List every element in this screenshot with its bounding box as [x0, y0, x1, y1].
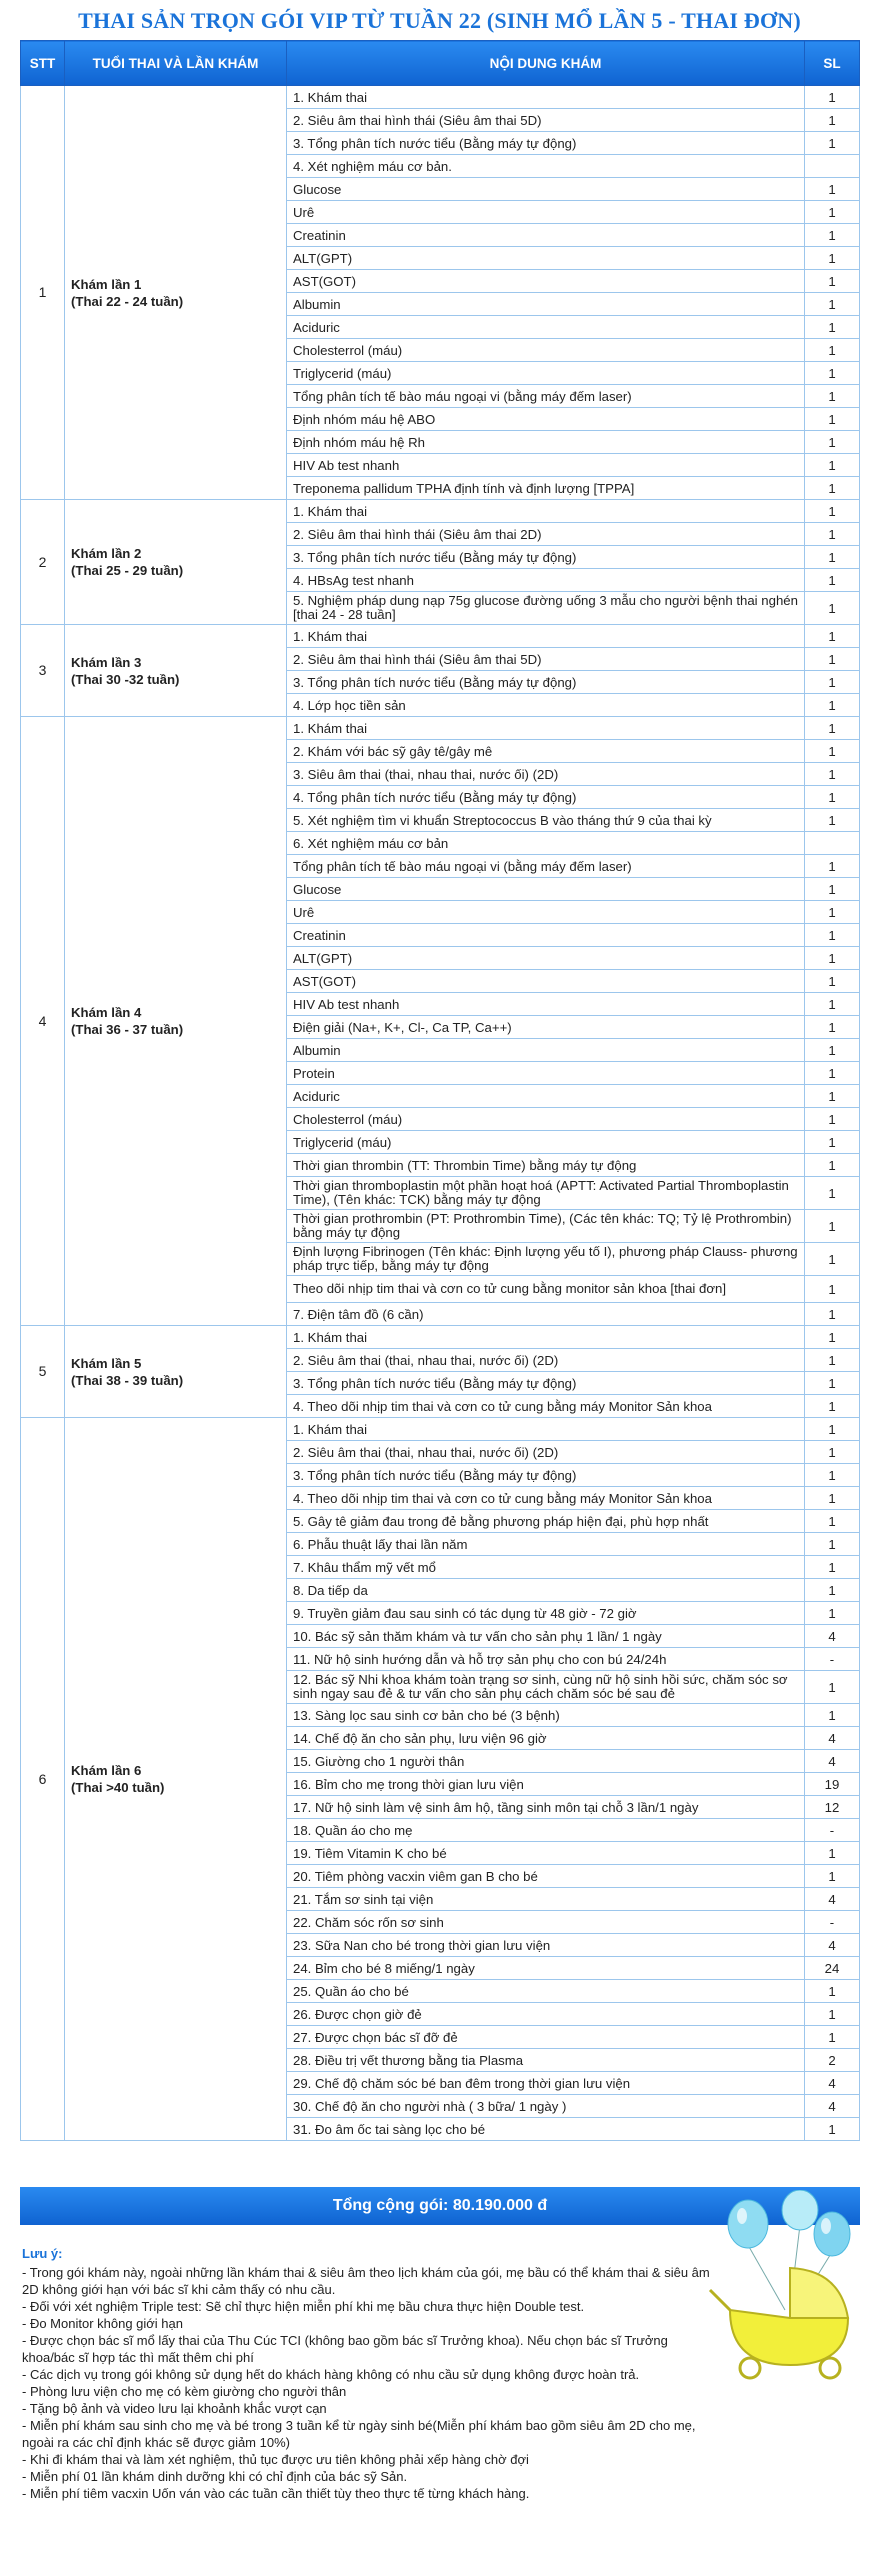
exam-quantity: 1 — [805, 1980, 860, 2003]
exam-item: 22. Chăm sóc rốn sơ sinh — [287, 1911, 805, 1934]
exam-item: 6. Phẫu thuật lấy thai lần năm — [287, 1533, 805, 1556]
table-row — [21, 625, 860, 648]
exam-item: ALT(GPT) — [287, 947, 805, 970]
exam-quantity: 1 — [805, 786, 860, 809]
exam-item: 14. Chế độ ăn cho sản phụ, lưu viện 96 giờ — [287, 1727, 805, 1750]
exam-quantity: 1 — [805, 1085, 860, 1108]
balloons-and-stroller-illustration — [690, 2190, 870, 2380]
exam-item: Thời gian thromboplastin một phần hoạt hoá (APTT: Activated Partial Thromboplastin Time), (Tên khác: TCK) bằng máy tự động — [287, 1177, 805, 1210]
exam-item: 20. Tiêm phòng vacxin viêm gan B cho bé — [287, 1865, 805, 1888]
exam-item: 17. Nữ hộ sinh làm vệ sinh âm hộ, tầng sinh môn tại chỗ 3 lần/1 ngày — [287, 1796, 805, 1819]
exam-quantity: 4 — [805, 1727, 860, 1750]
exam-item: 1. Khám thai — [287, 625, 805, 648]
exam-quantity: 1 — [805, 270, 860, 293]
exam-quantity: 1 — [805, 178, 860, 201]
exam-item: 3. Siêu âm thai (thai, nhau thai, nước ối) (2D) — [287, 763, 805, 786]
note-item: - Miễn phí khám sau sinh cho mẹ và bé trong 3 tuần kể từ ngày sinh bé(Miễn phí khám bao gồm siêu âm 2D cho mẹ, ngoài ra các chỉ định khác sẽ được giảm 10%) — [22, 2418, 696, 2450]
exam-quantity: 1 — [805, 1039, 860, 1062]
exam-quantity: 1 — [805, 625, 860, 648]
exam-quantity: 1 — [805, 1108, 860, 1131]
exam-item: Định lượng Fibrinogen (Tên khác: Định lượng yếu tố I), phương pháp Clauss- phương pháp trực tiếp, bằng máy tự động — [287, 1243, 805, 1276]
package-table — [20, 40, 860, 2141]
note-item: - Được chọn bác sĩ mổ lấy thai của Thu Cúc TCI (không bao gồm bác sĩ Trưởng khoa). Nếu chọn bác sĩ Trưởng khoa/bác sĩ hợp tác thì mất thêm chi phí — [22, 2333, 668, 2365]
table-row — [21, 1418, 860, 1441]
exam-quantity: 1 — [805, 2026, 860, 2049]
exam-quantity: 1 — [805, 1441, 860, 1464]
note-item: - Trong gói khám này, ngoài những lần khám thai & siêu âm theo lịch khám của gói, mẹ bầu có thể khám thai & siêu âm 2D không giới hạn với bác sĩ khi cảm thấy có nhu cầu. — [22, 2265, 710, 2297]
exam-quantity: 1 — [805, 477, 860, 500]
table-row — [21, 1326, 860, 1349]
exam-item: 5. Gây tê giảm đau trong đẻ bằng phương pháp hiện đại, phù hợp nhất — [287, 1510, 805, 1533]
header-sl: SL — [805, 41, 860, 86]
exam-item: 30. Chế độ ăn cho người nhà ( 3 bữa/ 1 ngày ) — [287, 2095, 805, 2118]
exam-item: Protein — [287, 1062, 805, 1085]
exam-item: 28. Điều trị vết thương bằng tia Plasma — [287, 2049, 805, 2072]
table-body — [21, 86, 860, 2141]
exam-item: 4. Tổng phân tích nước tiểu (Bằng máy tự động) — [287, 786, 805, 809]
exam-quantity: 4 — [805, 1625, 860, 1648]
exam-item: Albumin — [287, 293, 805, 316]
page-title: THAI SẢN TRỌN GÓI VIP TỪ TUẦN 22 (SINH MỔ LẦN 5 - THAI ĐƠN) — [78, 8, 801, 33]
visit-stt: 6 — [21, 1418, 65, 2141]
visit-range: (Thai 38 - 39 tuần) — [71, 1372, 184, 1388]
exam-quantity: 1 — [805, 2003, 860, 2026]
note-item: - Các dịch vụ trong gói không sử dụng hết do khách hàng không có nhu cầu sử dụng không được hoàn trả. — [22, 2367, 640, 2382]
visit-name: Khám lần 1 — [71, 276, 142, 292]
exam-quantity: 1 — [805, 408, 860, 431]
exam-item: Albumin — [287, 1039, 805, 1062]
exam-item: AST(GOT) — [287, 970, 805, 993]
visit-stt: 5 — [21, 1326, 65, 1418]
exam-quantity: 1 — [805, 454, 860, 477]
exam-item: HIV Ab test nhanh — [287, 993, 805, 1016]
exam-quantity: 1 — [805, 1349, 860, 1372]
exam-item: 21. Tắm sơ sinh tại viện — [287, 1888, 805, 1911]
exam-item: 16. Bỉm cho mẹ trong thời gian lưu viện — [287, 1773, 805, 1796]
exam-quantity: 1 — [805, 1556, 860, 1579]
exam-item: 1. Khám thai — [287, 1326, 805, 1349]
exam-item: 2. Siêu âm thai (thai, nhau thai, nước ối) (2D) — [287, 1441, 805, 1464]
exam-item: 26. Được chọn giờ đẻ — [287, 2003, 805, 2026]
exam-quantity: 1 — [805, 1464, 860, 1487]
exam-quantity: 1 — [805, 316, 860, 339]
exam-item: Urê — [287, 201, 805, 224]
visit-range: (Thai 36 - 37 tuần) — [71, 1022, 184, 1037]
exam-quantity: 1 — [805, 1602, 860, 1625]
exam-item: Treponema pallidum TPHA định tính và định lượng [TPPA] — [287, 477, 805, 500]
exam-quantity: 1 — [805, 1154, 860, 1177]
exam-item: Urê — [287, 901, 805, 924]
exam-item: 9. Truyền giảm đau sau sinh có tác dụng từ 48 giờ - 72 giờ — [287, 1602, 805, 1625]
visit-range: (Thai 30 -32 tuần) — [71, 671, 180, 687]
exam-quantity: 1 — [805, 878, 860, 901]
total-price: Tổng cộng gói: 80.190.000 đ — [20, 2187, 860, 2225]
exam-item: 12. Bác sỹ Nhi khoa khám toàn trạng sơ sinh, cùng nữ hộ sinh hồi sức, chăm sóc sơ sinh ngay sau đẻ & tư vấn cho sản phụ cách chăm sóc bé sau đẻ — [287, 1671, 805, 1704]
exam-item: Theo dõi nhịp tim thai và cơn co tử cung bằng monitor sản khoa [thai đơn] — [287, 1276, 805, 1303]
exam-quantity: 1 — [805, 671, 860, 694]
exam-item: 10. Bác sỹ sản thăm khám và tư vấn cho sản phụ 1 lần/ 1 ngày — [287, 1625, 805, 1648]
note-item: - Tặng bộ ảnh và video lưu lại khoảnh khắc vượt cạn — [22, 2401, 327, 2416]
exam-quantity: - — [805, 1911, 860, 1934]
exam-quantity: 1 — [805, 970, 860, 993]
visit-name: Khám lần 3 — [71, 654, 142, 670]
visit-label — [65, 1326, 287, 1418]
header-visit: TUỔI THAI VÀ LẦN KHÁM — [65, 41, 287, 86]
exam-item: 29. Chế độ chăm sóc bé ban đêm trong thời gian lưu viện — [287, 2072, 805, 2095]
exam-item: Điện giải (Na+, K+, Cl-, Ca TP, Ca++) — [287, 1016, 805, 1039]
exam-quantity: 1 — [805, 201, 860, 224]
visit-stt: 4 — [21, 717, 65, 1326]
exam-item: Tổng phân tích tế bào máu ngoại vi (bằng máy đếm laser) — [287, 385, 805, 408]
exam-item: 1. Khám thai — [287, 86, 805, 109]
exam-item: Triglycerid (máu) — [287, 362, 805, 385]
note-item: - Miễn phí 01 lần khám dinh dưỡng khi có chỉ định của bác sỹ Sản. — [22, 2469, 408, 2484]
exam-quantity: 1 — [805, 362, 860, 385]
exam-quantity: 1 — [805, 1418, 860, 1441]
exam-quantity: 4 — [805, 1888, 860, 1911]
exam-item: 18. Quần áo cho mẹ — [287, 1819, 805, 1842]
exam-item: 13. Sàng lọc sau sinh cơ bản cho bé (3 bệnh) — [287, 1704, 805, 1727]
exam-item: 1. Khám thai — [287, 1418, 805, 1441]
exam-item: 27. Được chọn bác sĩ đỡ đẻ — [287, 2026, 805, 2049]
exam-item: ALT(GPT) — [287, 247, 805, 270]
exam-item: 3. Tổng phân tích nước tiểu (Bằng máy tự động) — [287, 132, 805, 155]
visit-range: (Thai 25 - 29 tuần) — [71, 563, 184, 578]
visit-name: Khám lần 5 — [71, 1355, 142, 1371]
exam-item: 7. Khâu thẩm mỹ vết mổ — [287, 1556, 805, 1579]
exam-item: 2. Siêu âm thai hình thái (Siêu âm thai 2D) — [287, 523, 805, 546]
visit-name: Khám lần 4 — [71, 1005, 142, 1020]
exam-quantity: 1 — [805, 717, 860, 740]
visit-range: (Thai 22 - 24 tuần) — [71, 293, 184, 309]
exam-quantity: 1 — [805, 947, 860, 970]
exam-item: 4. Lớp học tiền sản — [287, 694, 805, 717]
exam-quantity: 1 — [805, 86, 860, 109]
exam-quantity: 1 — [805, 809, 860, 832]
exam-item: 23. Sữa Nan cho bé trong thời gian lưu viện — [287, 1934, 805, 1957]
note-item: - Đối với xét nghiệm Triple test: Sẽ chỉ thực hiện miễn phí khi mẹ bầu chưa thực hiện Double test. — [22, 2299, 585, 2314]
exam-item: Aciduric — [287, 316, 805, 339]
exam-quantity: 1 — [805, 1372, 860, 1395]
exam-quantity: 1 — [805, 1243, 860, 1276]
exam-quantity: 1 — [805, 1579, 860, 1602]
exam-item: 11. Nữ hộ sinh hướng dẫn và hỗ trợ sản phụ cho con bú 24/24h — [287, 1648, 805, 1671]
header-content: NỘI DUNG KHÁM — [287, 41, 805, 86]
exam-quantity: 1 — [805, 109, 860, 132]
table-row — [21, 717, 860, 740]
exam-item: 3. Tổng phân tích nước tiểu (Bằng máy tự động) — [287, 1372, 805, 1395]
exam-item: 5. Xét nghiệm tìm vi khuẩn Streptococcus B vào tháng thứ 9 của thai kỳ — [287, 809, 805, 832]
exam-quantity — [805, 155, 860, 178]
exam-quantity: 1 — [805, 293, 860, 316]
visit-label — [65, 1418, 287, 2141]
table-row — [21, 500, 860, 523]
exam-item: Tổng phân tích tế bào máu ngoại vi (bằng máy đếm laser) — [287, 855, 805, 878]
note-item: - Khi đi khám thai và làm xét nghiệm, thủ tục được ưu tiên không phải xếp hàng chờ đợi — [22, 2452, 529, 2467]
visit-stt: 3 — [21, 625, 65, 717]
note-item: - Đo Monitor không giới hạn — [22, 2316, 183, 2331]
exam-quantity: 1 — [805, 1671, 860, 1704]
visit-name: Khám lần 6 — [71, 1763, 142, 1778]
exam-quantity: 1 — [805, 1704, 860, 1727]
exam-item: 6. Xét nghiệm máu cơ bản — [287, 832, 805, 855]
exam-item: Creatinin — [287, 224, 805, 247]
table-header-row — [21, 41, 860, 86]
exam-item: Creatinin — [287, 924, 805, 947]
exam-item: 8. Da tiếp da — [287, 1579, 805, 1602]
exam-item: 1. Khám thai — [287, 500, 805, 523]
exam-quantity: 1 — [805, 1210, 860, 1243]
exam-quantity: 1 — [805, 1533, 860, 1556]
exam-quantity: 1 — [805, 1510, 860, 1533]
notes-title: Lưu ý: — [22, 2246, 63, 2261]
exam-item: AST(GOT) — [287, 270, 805, 293]
exam-quantity: 1 — [805, 132, 860, 155]
exam-item: 4. Xét nghiệm máu cơ bản. — [287, 155, 805, 178]
visit-label — [65, 625, 287, 717]
exam-quantity: 1 — [805, 1865, 860, 1888]
exam-quantity: - — [805, 1819, 860, 1842]
exam-quantity: - — [805, 1648, 860, 1671]
exam-quantity: 1 — [805, 763, 860, 786]
visit-range: (Thai >40 tuần) — [71, 1780, 165, 1795]
exam-item: Thời gian thrombin (TT: Thrombin Time) bằng máy tự động — [287, 1154, 805, 1177]
exam-item: 4. Theo dõi nhịp tim thai và cơn co tử cung bằng máy Monitor Sản khoa — [287, 1487, 805, 1510]
visit-stt: 1 — [21, 86, 65, 500]
exam-quantity: 4 — [805, 2095, 860, 2118]
exam-quantity: 1 — [805, 569, 860, 592]
exam-item: 2. Khám với bác sỹ gây tê/gây mê — [287, 740, 805, 763]
exam-quantity: 1 — [805, 1487, 860, 1510]
exam-item: 4. HBsAg test nhanh — [287, 569, 805, 592]
exam-quantity: 1 — [805, 1326, 860, 1349]
exam-item: Cholesterrol (máu) — [287, 339, 805, 362]
exam-quantity: 1 — [805, 648, 860, 671]
exam-item: HIV Ab test nhanh — [287, 454, 805, 477]
notes-section — [22, 2245, 722, 2502]
exam-item: 3. Tổng phân tích nước tiểu (Bằng máy tự động) — [287, 671, 805, 694]
exam-quantity: 1 — [805, 247, 860, 270]
header-stt: STT — [21, 41, 65, 86]
exam-quantity: 1 — [805, 224, 860, 247]
exam-quantity: 1 — [805, 339, 860, 362]
exam-quantity: 4 — [805, 1750, 860, 1773]
exam-item: 3. Tổng phân tích nước tiểu (Bằng máy tự động) — [287, 546, 805, 569]
exam-item: 25. Quần áo cho bé — [287, 1980, 805, 2003]
exam-item: 24. Bỉm cho bé 8 miếng/1 ngày — [287, 1957, 805, 1980]
visit-label — [65, 86, 287, 500]
exam-item: Glucose — [287, 178, 805, 201]
exam-quantity: 1 — [805, 1177, 860, 1210]
exam-item: Glucose — [287, 878, 805, 901]
exam-quantity — [805, 832, 860, 855]
exam-item: 2. Siêu âm thai (thai, nhau thai, nước ối) (2D) — [287, 1349, 805, 1372]
exam-quantity: 19 — [805, 1773, 860, 1796]
exam-quantity: 1 — [805, 1062, 860, 1085]
exam-quantity: 24 — [805, 1957, 860, 1980]
table-row — [21, 86, 860, 109]
exam-quantity: 1 — [805, 385, 860, 408]
exam-quantity: 1 — [805, 592, 860, 625]
exam-item: 4. Theo dõi nhịp tim thai và cơn co tử cung bằng máy Monitor Sản khoa — [287, 1395, 805, 1418]
exam-quantity: 1 — [805, 1842, 860, 1865]
exam-quantity: 1 — [805, 500, 860, 523]
exam-item: Cholesterrol (máu) — [287, 1108, 805, 1131]
exam-item: Thời gian prothrombin (PT: Prothrombin Time), (Các tên khác: TQ; Tỷ lệ Prothrombin) bằng máy tự động — [287, 1210, 805, 1243]
exam-quantity: 1 — [805, 993, 860, 1016]
exam-item: 19. Tiêm Vitamin K cho bé — [287, 1842, 805, 1865]
exam-item: 5. Nghiệm pháp dung nạp 75g glucose đường uống 3 mẫu cho người bệnh thai nghén [thai 24 - 28 tuần] — [287, 592, 805, 625]
exam-quantity: 2 — [805, 2049, 860, 2072]
exam-item: 2. Siêu âm thai hình thái (Siêu âm thai 5D) — [287, 648, 805, 671]
exam-quantity: 12 — [805, 1796, 860, 1819]
exam-quantity: 1 — [805, 546, 860, 569]
notes-list — [22, 2264, 722, 2502]
exam-quantity: 1 — [805, 855, 860, 878]
exam-item: 1. Khám thai — [287, 717, 805, 740]
exam-quantity: 1 — [805, 1131, 860, 1154]
exam-quantity: 1 — [805, 1016, 860, 1039]
exam-item: 3. Tổng phân tích nước tiểu (Bằng máy tự động) — [287, 1464, 805, 1487]
exam-item: Aciduric — [287, 1085, 805, 1108]
exam-quantity: 1 — [805, 1276, 860, 1303]
exam-item: 15. Giường cho 1 người thân — [287, 1750, 805, 1773]
exam-item: 2. Siêu âm thai hình thái (Siêu âm thai 5D) — [287, 109, 805, 132]
note-item: - Phòng lưu viện cho mẹ có kèm giường cho người thân — [22, 2384, 347, 2399]
exam-quantity: 1 — [805, 431, 860, 454]
exam-item: 31. Đo âm ốc tai sàng lọc cho bé — [287, 2118, 805, 2141]
visit-stt: 2 — [21, 500, 65, 625]
visit-label — [65, 500, 287, 625]
exam-quantity: 1 — [805, 523, 860, 546]
exam-quantity: 1 — [805, 901, 860, 924]
exam-item: Định nhóm máu hệ ABO — [287, 408, 805, 431]
exam-quantity: 1 — [805, 2118, 860, 2141]
exam-quantity: 4 — [805, 2072, 860, 2095]
visit-label — [65, 717, 287, 1326]
visit-name: Khám lần 2 — [71, 546, 142, 561]
exam-item: Triglycerid (máu) — [287, 1131, 805, 1154]
exam-quantity: 4 — [805, 1934, 860, 1957]
exam-item: Định nhóm máu hệ Rh — [287, 431, 805, 454]
exam-quantity: 1 — [805, 924, 860, 947]
exam-item: 7. Điện tâm đồ (6 cần) — [287, 1303, 805, 1326]
note-item: - Miễn phí tiêm vacxin Uốn ván vào các tuần cần thiết tùy theo thực tế từng khách hàng. — [22, 2486, 530, 2501]
exam-quantity: 1 — [805, 1395, 860, 1418]
exam-quantity: 1 — [805, 1303, 860, 1326]
exam-quantity: 1 — [805, 740, 860, 763]
exam-quantity: 1 — [805, 694, 860, 717]
